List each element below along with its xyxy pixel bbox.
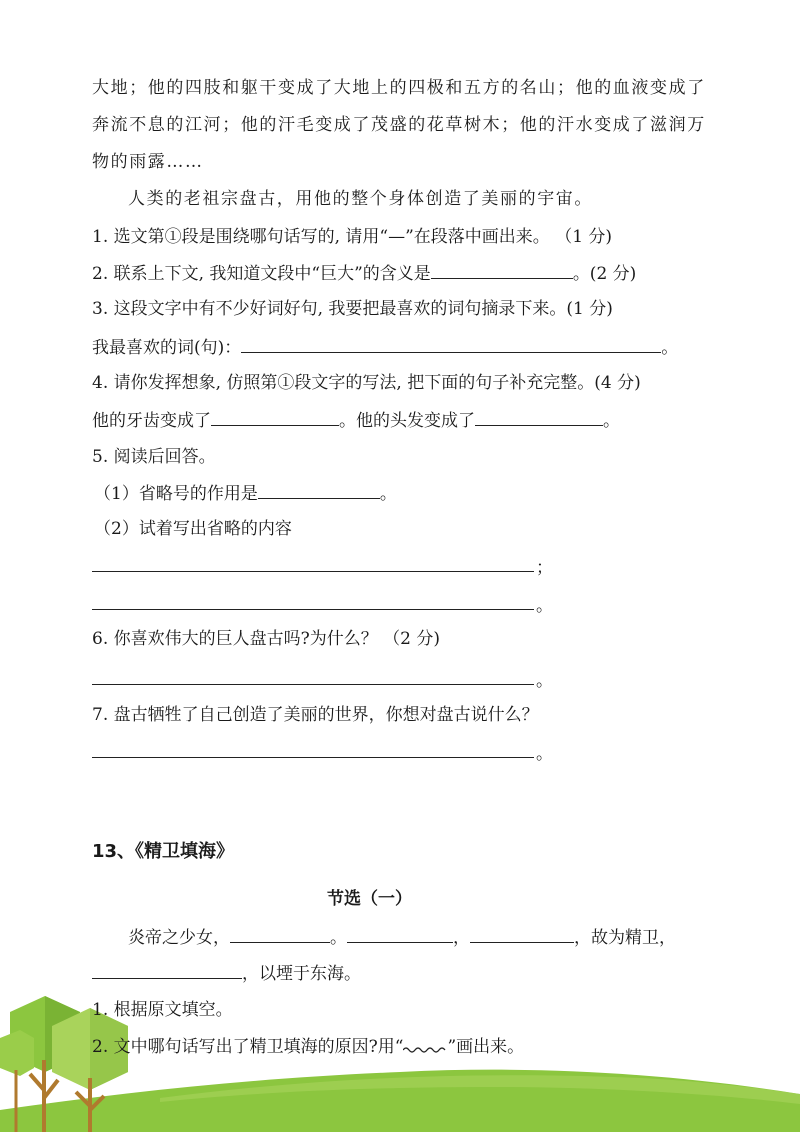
question-1: 1. 选文第①段是围绕哪句话写的, 请用“—”在段落中画出来。 （1 分) (92, 227, 613, 247)
question-text: ”画出来。 (447, 1037, 525, 1057)
punct: 。 (536, 596, 553, 616)
passage-line: 物的雨露…… (92, 152, 204, 172)
passage-line: 奔流不息的江河；他的汗毛变成了茂盛的花草树木；他的汗水变成了滋润万 (92, 115, 706, 135)
question-4-answer (92, 408, 620, 433)
answer-blank[interactable] (241, 335, 661, 353)
answer-blank[interactable] (431, 261, 573, 279)
answer-line[interactable] (92, 609, 534, 610)
fill-line-1 (128, 925, 676, 950)
answer-label: 我最喜欢的词(句)： (92, 338, 242, 358)
answer-blank[interactable] (347, 925, 453, 943)
question-5: 5. 阅读后回答。 (92, 447, 216, 467)
answer-label: ，以堙于东海。 (242, 964, 361, 984)
answer-line[interactable] (92, 684, 534, 685)
section-subheading: 节选（一） (327, 889, 412, 909)
answer-label: ，故为精卫， (574, 928, 676, 948)
question-4: 4. 请你发挥想象, 仿照第①段文字的写法, 把下面的句子补充完整。(4 分) (92, 373, 641, 393)
answer-line[interactable] (92, 571, 534, 572)
answer-blank[interactable] (258, 481, 380, 499)
passage-line: 人类的老祖宗盘古，用他的整个身体创造了美丽的宇宙。 (128, 189, 593, 209)
question-5-2: （2）试着写出省略的内容 (94, 519, 292, 539)
answer-line[interactable] (92, 757, 534, 758)
answer-blank[interactable] (230, 925, 330, 943)
question-2-end: 。(2 分) (572, 264, 637, 284)
question-text: 2. 文中哪句话写出了精卫填海的原因?用“ (92, 1037, 404, 1057)
question-6: 6. 你喜欢伟大的巨人盘古吗?为什么？ （2 分) (92, 629, 440, 649)
punct: 。 (536, 744, 553, 764)
punct: 。 (603, 411, 620, 431)
punct: 。 (661, 338, 679, 358)
answer-label: 他的牙齿变成了 (92, 411, 211, 431)
wavy-underline-icon (403, 1042, 447, 1054)
sub-question-1: 1. 根据原文填空。 (92, 1000, 233, 1020)
question-7: 7. 盘古牺牲了自己创造了美丽的世界，你想对盘古说什么？ (92, 705, 539, 725)
question-3-answer (92, 335, 678, 360)
answer-blank[interactable] (470, 925, 574, 943)
answer-label: （1）省略号的作用是 (94, 484, 258, 504)
question-5-1 (94, 481, 397, 506)
sub-question-2 (92, 1035, 524, 1059)
answer-label: 炎帝之少女， (128, 928, 230, 948)
answer-label: 。他的头发变成了 (339, 411, 475, 431)
punct: ； (536, 558, 553, 578)
passage-line: 大地；他的四肢和躯干变成了大地上的四极和五方的名山；他的血液变成了 (92, 78, 706, 98)
section-heading: 13、《精卫填海》 (92, 841, 235, 862)
question-2 (92, 261, 636, 286)
punct: 。 (330, 928, 347, 948)
question-2-text: 2. 联系上下文, 我知道文段中“巨大”的含义是 (92, 264, 431, 284)
answer-blank[interactable] (211, 408, 339, 426)
punct: 。 (379, 484, 397, 504)
punct: ， (453, 928, 470, 948)
punct: 。 (536, 671, 553, 691)
answer-blank[interactable] (475, 408, 603, 426)
question-3: 3. 这段文字中有不少好词好句, 我要把最喜欢的词句摘录下来。(1 分) (92, 299, 613, 319)
